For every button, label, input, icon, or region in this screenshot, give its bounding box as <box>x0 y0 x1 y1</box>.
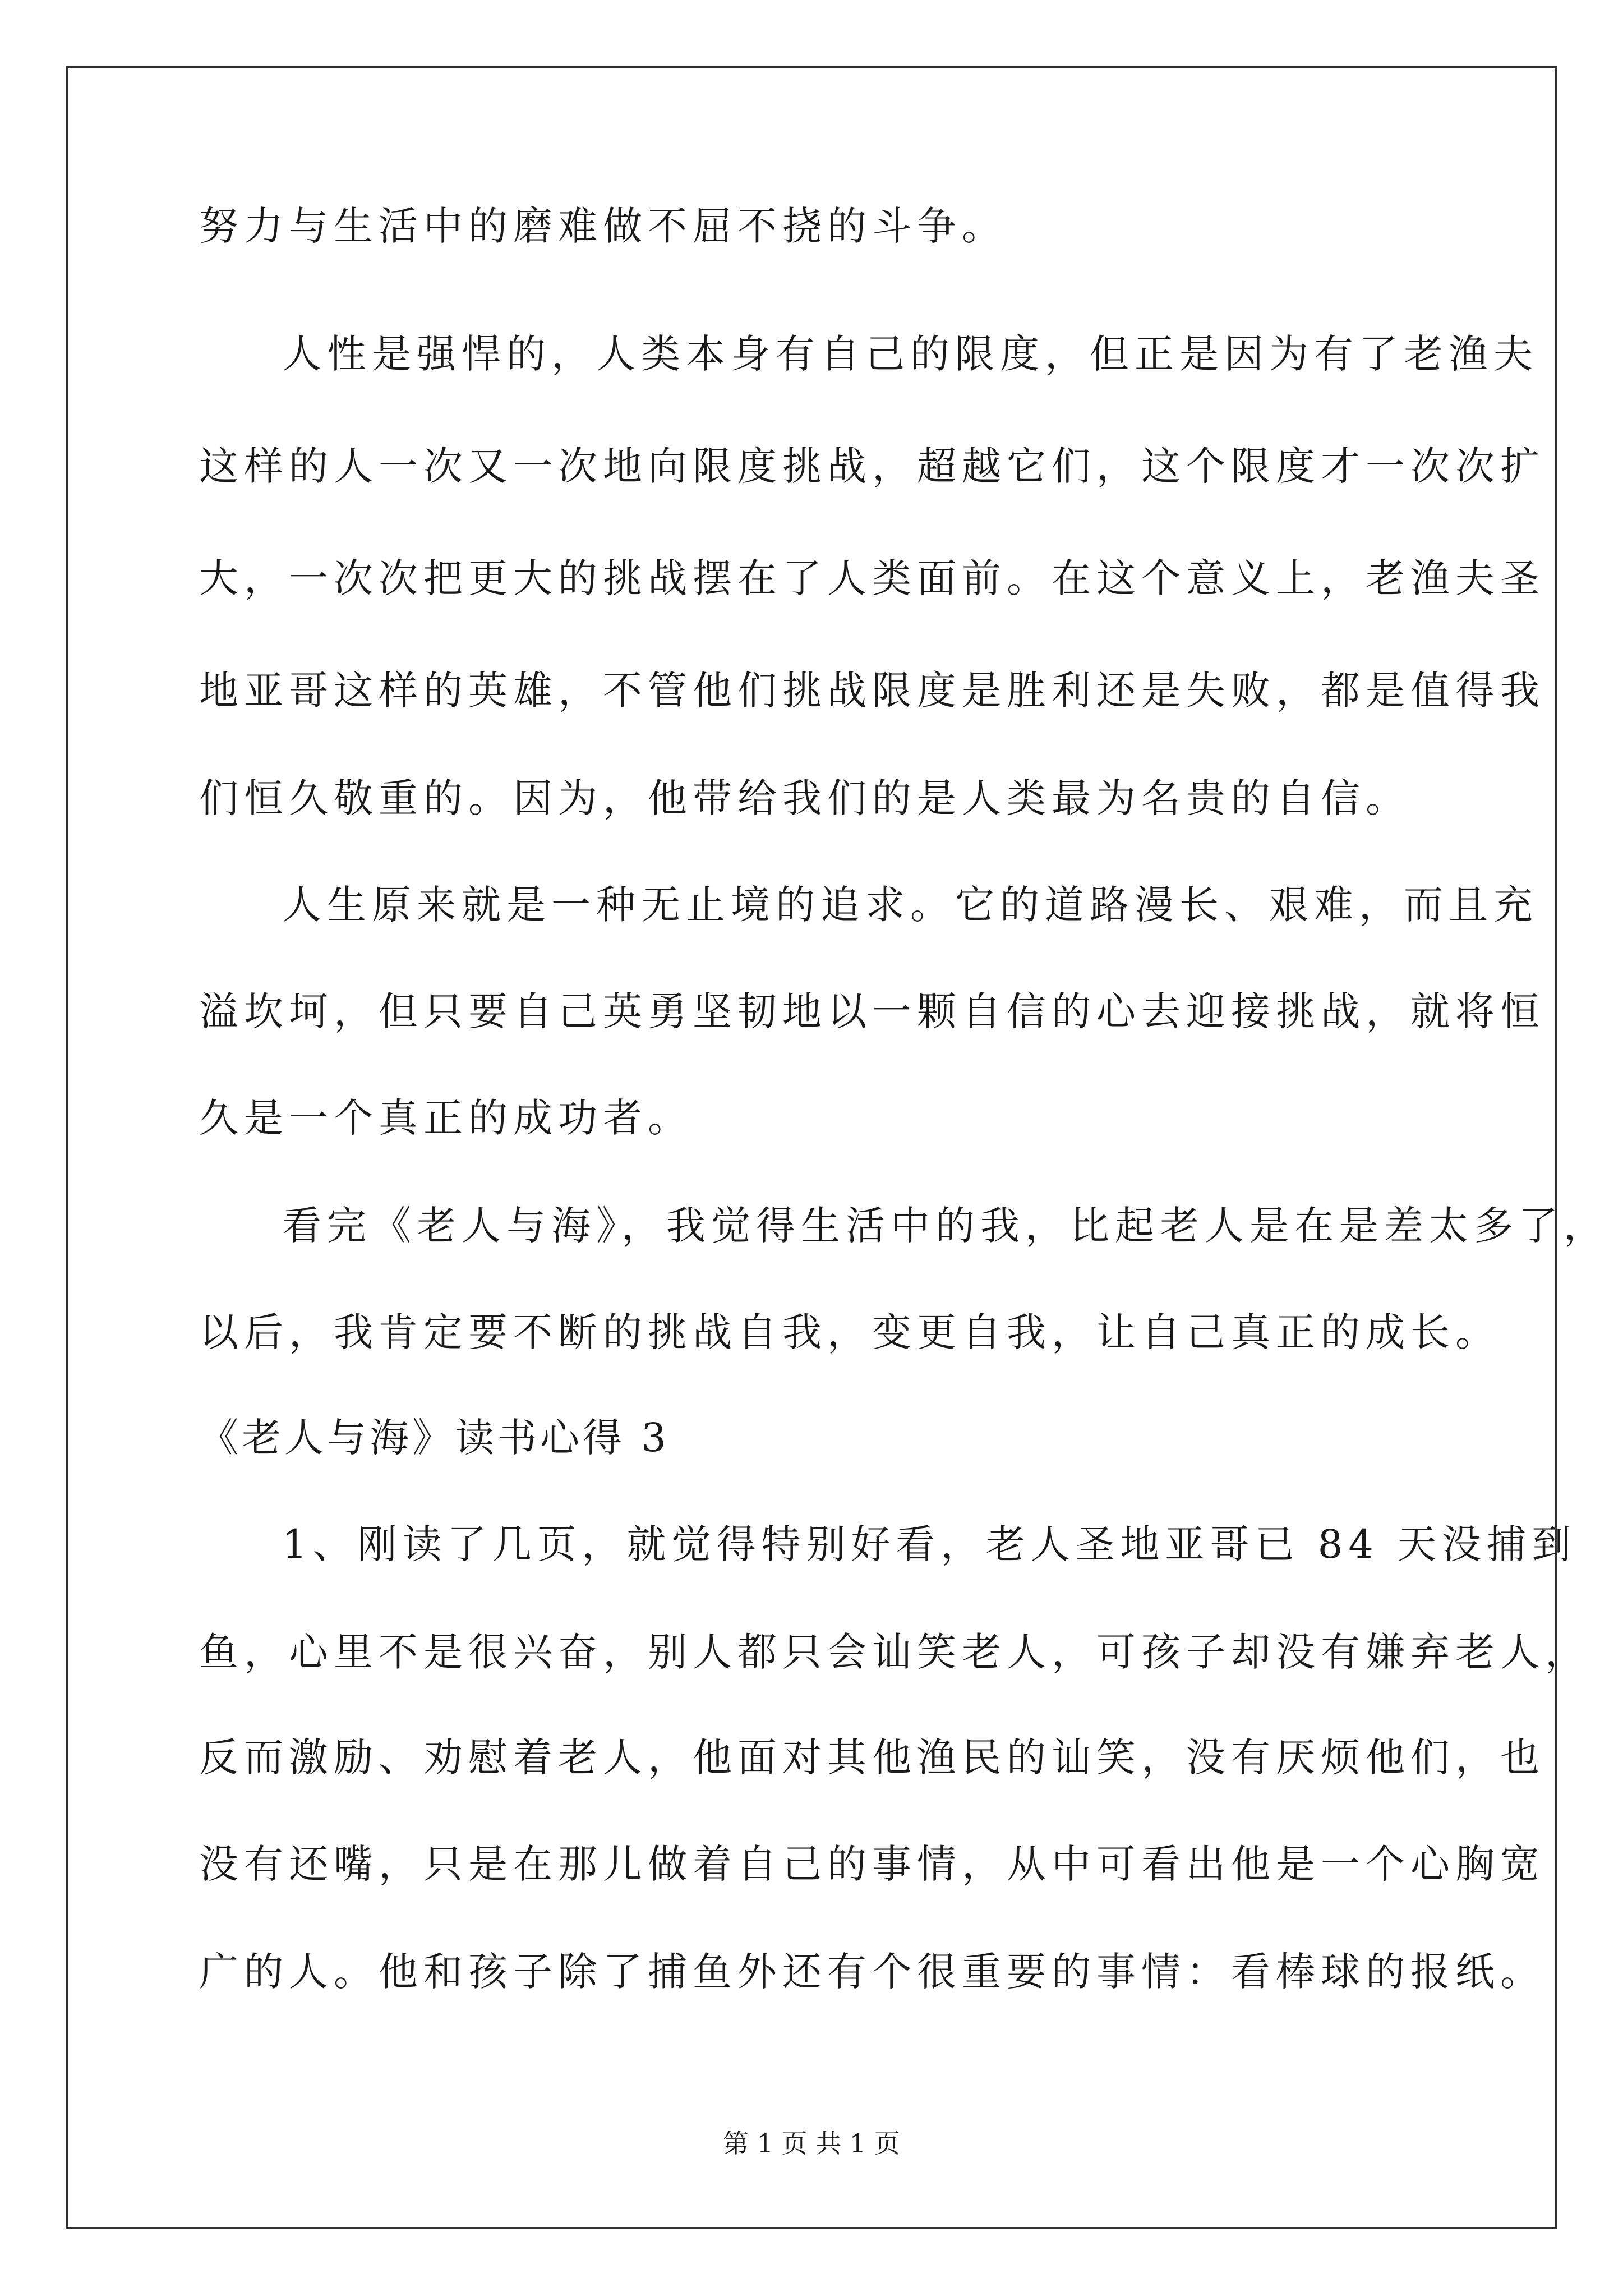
text-line: 努力与生活中的磨难做不屈不挠的斗争。 <box>199 203 1007 249</box>
text-line: 久是一个真正的成功者。 <box>199 1095 693 1141</box>
text-line: 反而激励、劝慰着老人，他面对其他渔民的讪笑，没有厌烦他们，也 <box>199 1734 1545 1780</box>
paragraph-start-line: 人性是强悍的，人类本身有自己的限度，但正是因为有了老渔夫 <box>282 331 1538 377</box>
text-line: 这样的人一次又一次地向限度挑战，超越它们，这个限度才一次次扩 <box>199 443 1545 489</box>
text-line: 大，一次次把更大的挑战摆在了人类面前。在这个意义上，老渔夫圣 <box>199 555 1545 601</box>
paragraph-start-line: 人生原来就是一种无止境的追求。它的道路漫长、艰难，而且充 <box>282 882 1538 928</box>
text-line: 没有还嘴，只是在那儿做着自己的事情，从中可看出他是一个心胸宽 <box>199 1841 1545 1887</box>
page-number-footer: 第 1 页 共 1 页 <box>723 2128 900 2159</box>
page-border <box>66 66 1557 2229</box>
paragraph-start-line: 1、刚读了几页，就觉得特别好看，老人圣地亚哥已 84 天没捕到 <box>282 1521 1577 1567</box>
text-line: 鱼，心里不是很兴奋，别人都只会讪笑老人，可孩子却没有嫌弃老人， <box>199 1629 1590 1675</box>
text-line: 们恒久敬重的。因为，他带给我们的是人类最为名贵的自信。 <box>199 775 1410 821</box>
section-heading: 《老人与海》读书心得 3 <box>199 1415 670 1461</box>
text-line: 溢坎坷，但只要自己英勇坚韧地以一颗自信的心去迎接挑战，就将恒 <box>199 988 1545 1034</box>
text-line: 地亚哥这样的英雄，不管他们挑战限度是胜利还是失败，都是值得我 <box>199 668 1545 714</box>
text-line: 广的人。他和孩子除了捕鱼外还有个很重要的事情：看棒球的报纸。 <box>199 1949 1545 1995</box>
paragraph-start-line: 看完《老人与海》，我觉得生活中的我，比起老人是在是差太多了， <box>282 1203 1608 1249</box>
text-line: 以后，我肯定要不断的挑战自我，变更自我，让自己真正的成长。 <box>199 1309 1500 1355</box>
